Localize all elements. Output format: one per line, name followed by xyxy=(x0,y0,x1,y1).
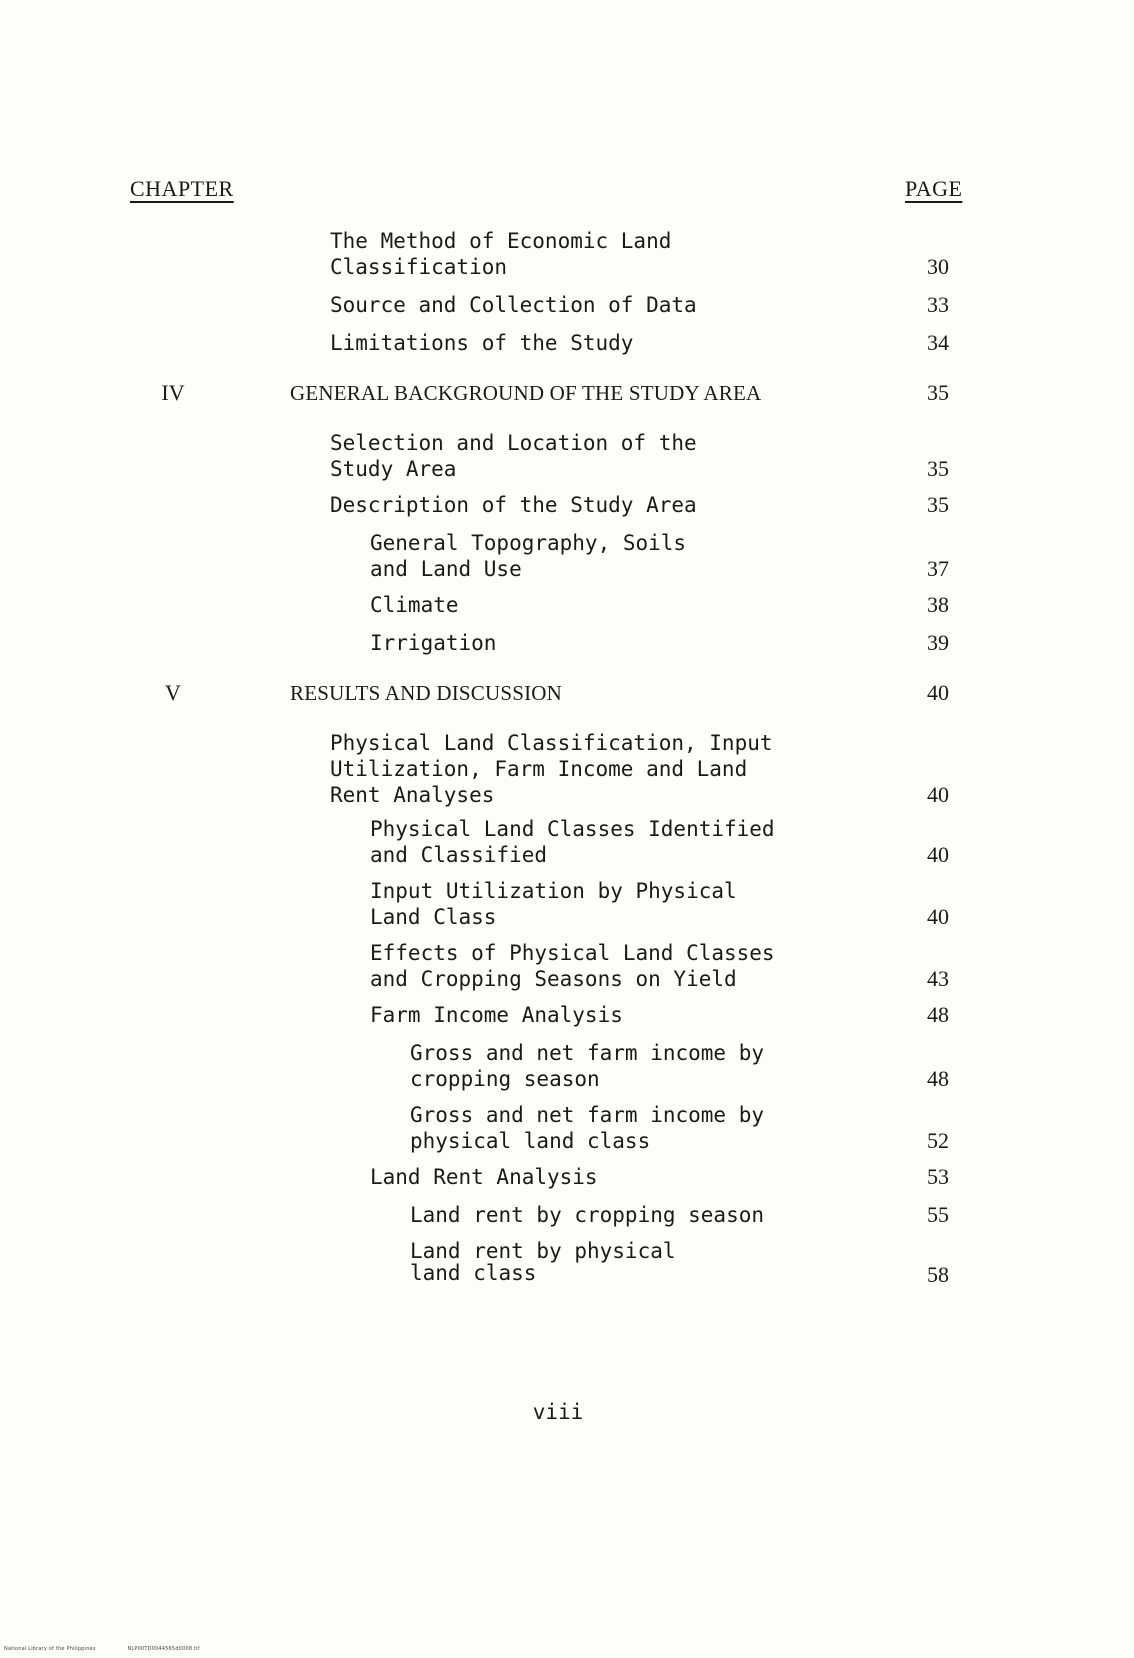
toc-entry-page: 35 xyxy=(927,456,949,481)
toc-entry-title: Input Utilization by Physical Land Class xyxy=(370,879,737,929)
toc-entry-title: Selection and Location of the Study Area xyxy=(330,431,697,481)
toc-entry-title: Physical Land Classes Identified and Classified xyxy=(370,817,775,867)
toc-entry-title: Gross and net farm income by physical land class xyxy=(410,1103,765,1153)
toc-entry-page: 39 xyxy=(927,630,949,655)
toc-entry-page: 33 xyxy=(927,292,949,317)
scan-library-label: National Library of the Philippines xyxy=(4,1646,96,1652)
toc-entry-page: 40 xyxy=(927,904,949,929)
toc-entry-page: 55 xyxy=(927,1202,949,1227)
toc-entry-title: Limitations of the Study xyxy=(330,331,634,355)
toc-entry-title: Source and Collection of Data xyxy=(330,293,697,317)
toc-entry-page: 52 xyxy=(927,1128,949,1153)
toc-entry-title: Effects of Physical Land Classes and Cropping Seasons on Yield xyxy=(370,941,775,991)
toc-entry-page: 38 xyxy=(927,592,949,617)
toc-entry-title: General Topography, Soils and Land Use xyxy=(370,531,687,581)
toc-entry-page: 40 xyxy=(927,680,949,705)
toc-entry-page: 58 xyxy=(927,1262,949,1287)
toc-entry-page: 40 xyxy=(927,842,949,867)
toc-entry-title: Description of the Study Area xyxy=(330,493,697,517)
toc-entry-page: 48 xyxy=(927,1066,949,1091)
page-column-header: PAGE xyxy=(905,176,1134,1658)
toc-entry-page: 35 xyxy=(927,492,949,517)
chapter-number: V xyxy=(165,680,181,705)
toc-entry-title: Farm Income Analysis xyxy=(370,1003,623,1027)
toc-entry-page: 30 xyxy=(927,254,949,279)
scan-file-id: NLP00TD0044565d0008.tif xyxy=(127,1646,200,1652)
toc-entry-page: 48 xyxy=(927,1002,949,1027)
toc-entry-page: 43 xyxy=(927,966,949,991)
toc-entry-title: GENERAL BACKGROUND OF THE STUDY AREA xyxy=(290,381,762,405)
toc-entry-title: Land rent by physical land class xyxy=(410,1239,676,1285)
toc-entry-page: 34 xyxy=(927,330,949,355)
toc-entry-page: 40 xyxy=(927,782,949,807)
toc-entry-title: The Method of Economic Land Classification xyxy=(330,229,672,279)
page-number-footer: viii xyxy=(532,1400,584,1424)
toc-entry-title: Gross and net farm income by cropping season xyxy=(410,1041,765,1091)
toc-entry-title: Physical Land Classification, Input Utilization, Farm Income and Land Rent Analyses xyxy=(330,731,773,807)
toc-entry-page: 37 xyxy=(927,556,949,581)
chapter-number: IV xyxy=(161,380,185,405)
toc-entry-title: Climate xyxy=(370,593,459,617)
toc-entry-title: RESULTS AND DISCUSSION xyxy=(290,681,563,705)
toc-entry-title: Land rent by cropping season xyxy=(410,1203,765,1227)
toc-entry-page: 35 xyxy=(927,380,949,405)
toc-entry-title: Land Rent Analysis xyxy=(370,1165,598,1189)
toc-entry-title: Irrigation xyxy=(370,631,497,655)
toc-entry-page: 53 xyxy=(927,1164,949,1189)
scan-attribution xyxy=(4,1646,230,1652)
chapter-column-header: CHAPTER xyxy=(130,176,234,201)
